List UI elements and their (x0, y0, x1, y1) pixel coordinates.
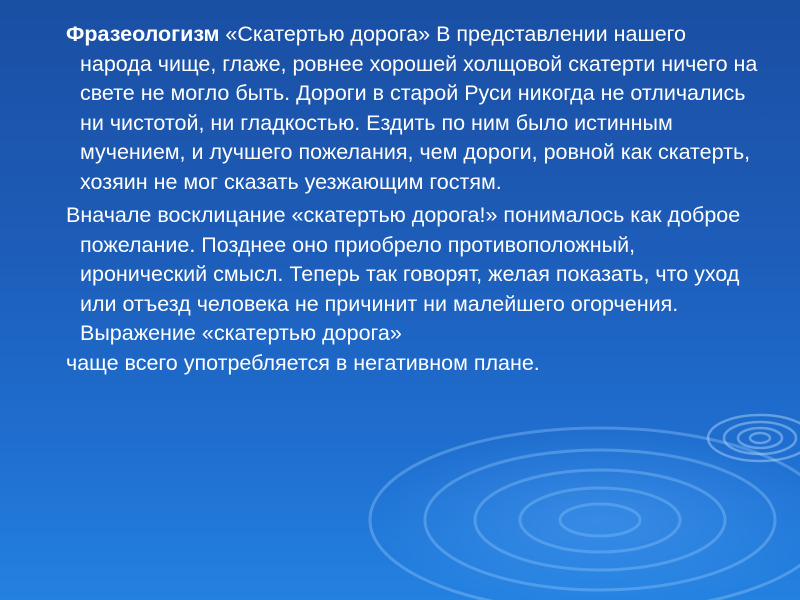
paragraph-2-text: Вначале восклицание «скатертью дорога!» понималось как доброе пожелание. Позднее оно приобрело противоположный, иронический смысл. Теперь так говорят, желая показать, что уход или отъезд человека не причинит ни малейшего огорчения. Выражение «скатертью дорога» (66, 203, 741, 345)
paragraph-2 (0, 201, 800, 349)
paragraph-1-text: «Скатертью дорога» В представлении нашего народа чище, глаже, ровнее хорошей холщовой скатерти ничего на свете не могло быть. Дороги в старой Руси никогда не отличались ни чистотой, ни гладкостью. Ездить по ним было истинным мучением, и лучшего пожелания, чем дороги, ровной как скатерть, хозяин не мог сказать уезжающим гостям. (80, 22, 758, 194)
slide-text (0, 20, 800, 378)
paragraph-1 (0, 20, 800, 197)
paragraph-3-text: чаще всего употребляется в негативном плане. (66, 350, 540, 375)
paragraph-3 (0, 349, 800, 379)
bold-term: Фразеологизм (66, 22, 220, 46)
